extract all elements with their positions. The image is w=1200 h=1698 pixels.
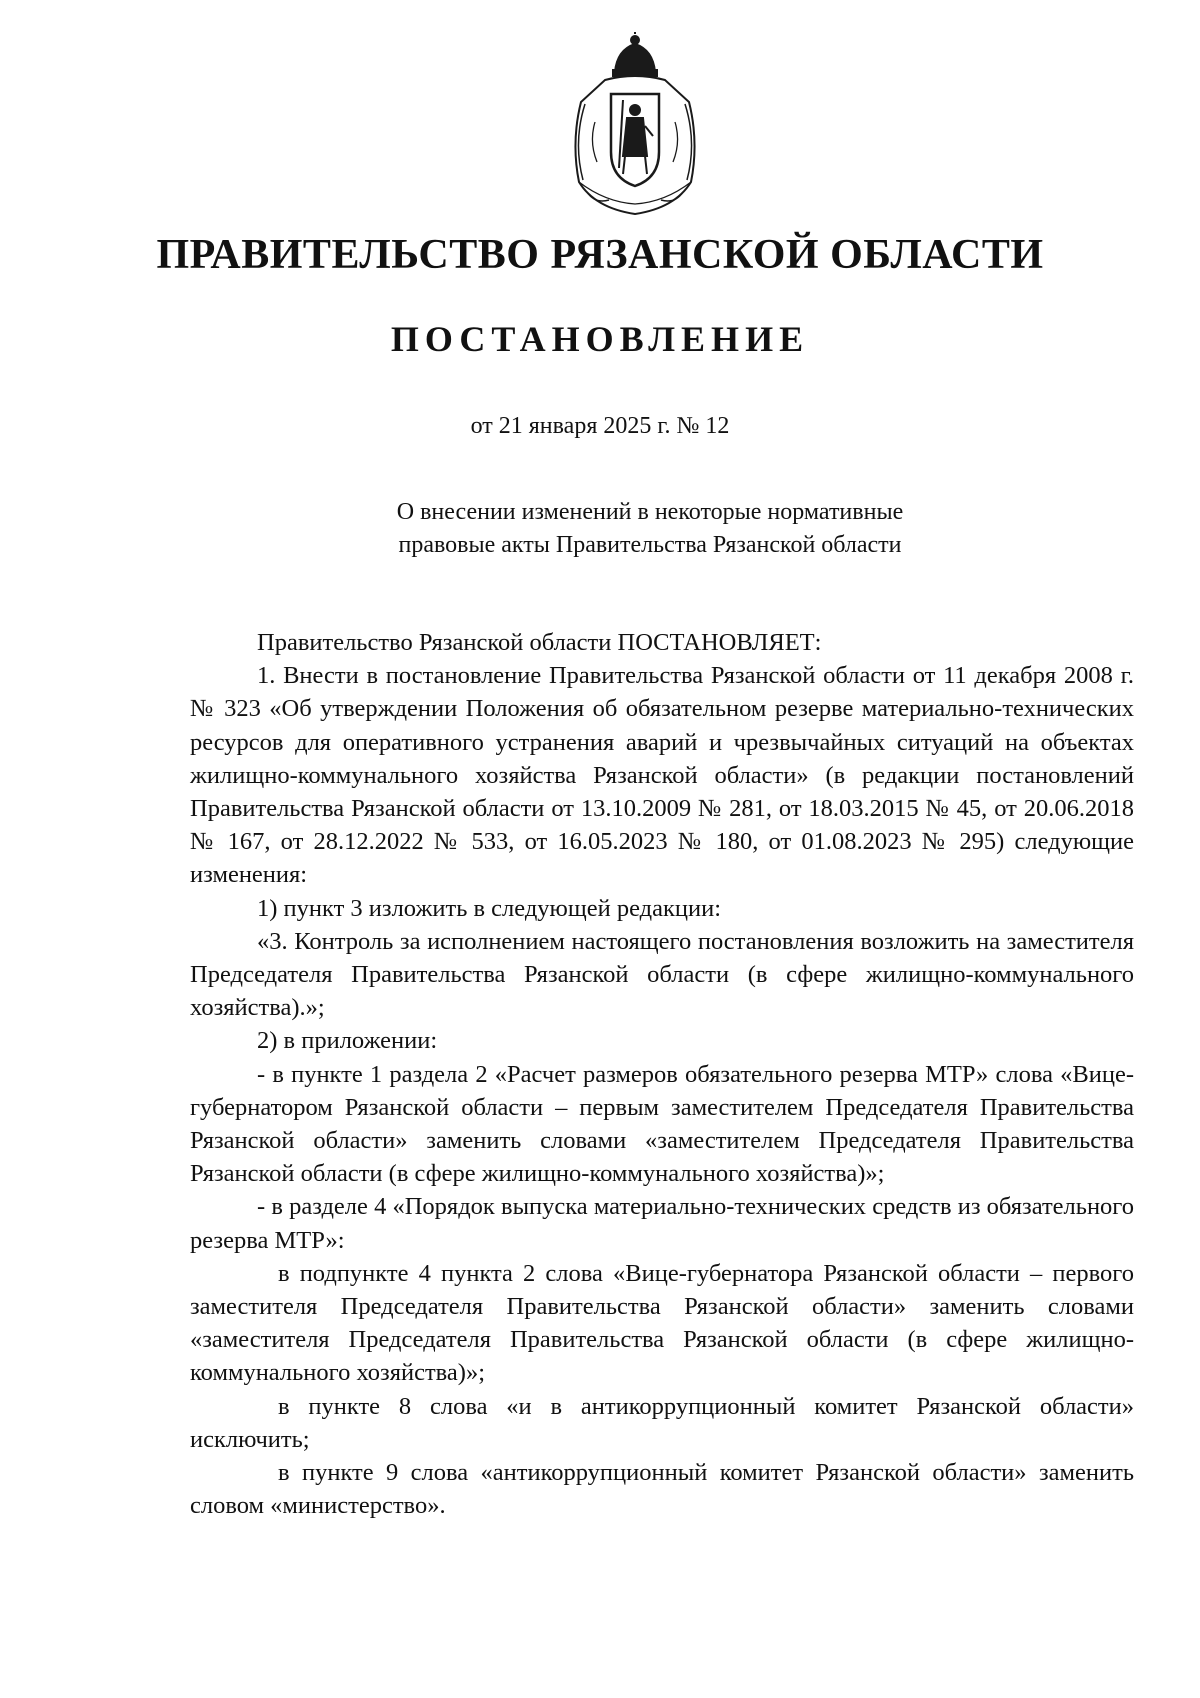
point-8-change-paragraph: в пункте 8 слова «и в антикоррупционный комитет Рязанской области» исключить; xyxy=(190,1392,1134,1453)
organization-title: ПРАВИТЕЛЬСТВО РЯЗАНСКОЙ ОБЛАСТИ xyxy=(156,232,1044,278)
point-9-change-paragraph: в пункте 9 слова «антикоррупционный комитет Рязанской области» заменить словом «министерство». xyxy=(190,1459,1134,1520)
section-4-paragraph: - в разделе 4 «Порядок выпуска материально-технических средств из обязательного резерва МТР»: xyxy=(190,1193,1134,1254)
clause-1-paragraph: 1. Внести в постановление Правительства Рязанской области от 11 декабря 2008 г. № 323 «Об утверждении Положения об обязательном резерве материально-технических ресурсов для оперативного устранения аварий и чрезвычайных ситуаций на объектах жилищно-коммунального хозяйства Рязанской области» (в редакции постановлений Правительства Рязанской области от 13.10.2009 № 281, от 18.03.2015 № 45, от 20.06.2018 № 167, от 28.12.2022 № 533, от 16.05.2023 № 180, от 01.08.2023 № 295) следующие изменения: xyxy=(190,662,1134,889)
preamble-paragraph: Правительство Рязанской области ПОСТАНОВЛЯЕТ: xyxy=(257,629,822,656)
subpoint-4-change-paragraph: в подпункте 4 пункта 2 слова «Вице-губернатора Рязанской области – первого заместителя Председателя Правительства Рязанской области» заменить словами «заместителя Председателя Правительства Рязанской области (в сфере жилищно-коммунального хозяйства)»; xyxy=(190,1259,1134,1387)
document-date-number: от 21 января 2025 г. № 12 xyxy=(470,413,730,439)
coat-of-arms-emblem xyxy=(565,32,705,217)
document-subject xyxy=(330,496,970,562)
new-point-3-paragraph: «3. Контроль за исполнением настоящего постановления возложить на заместителя Председателя Правительства Рязанской области (в сфере жилищно-коммунального хозяйства).»; xyxy=(190,927,1134,1022)
subject-line-2: правовые акты Правительства Рязанской области xyxy=(398,532,902,559)
document-type: ПОСТАНОВЛЕНИЕ xyxy=(390,319,810,359)
section-2-change-paragraph: - в пункте 1 раздела 2 «Расчет размеров обязательного резерва МТР» слова «Вице-губернатором Рязанской области – первым заместителем Председателя Правительства Рязанской области» заменить словами «заместителем Председателя Правительства Рязанской области (в сфере жилищно-коммунального хозяйства)»; xyxy=(190,1060,1134,1188)
item-1-paragraph: 1) пункт 3 изложить в следующей редакции: xyxy=(257,894,722,922)
document-body xyxy=(190,626,1134,1522)
subject-line-1: О внесении изменений в некоторые нормативные xyxy=(396,499,904,525)
item-2-paragraph: 2) в приложении: xyxy=(257,1027,438,1055)
